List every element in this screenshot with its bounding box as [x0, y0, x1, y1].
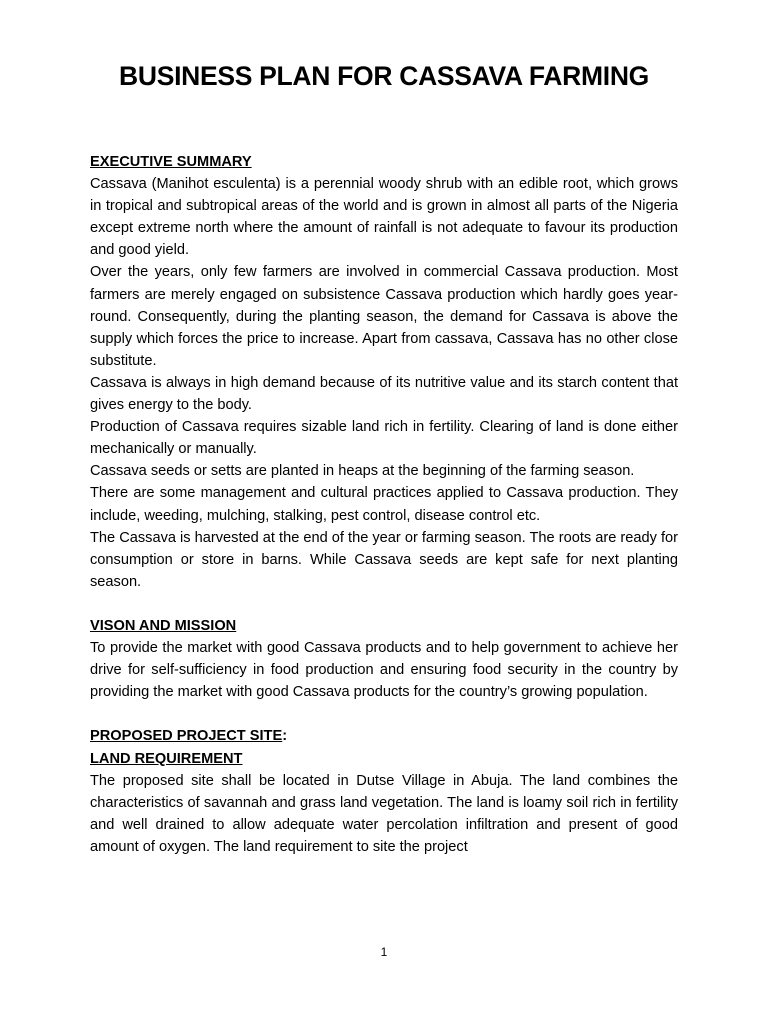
vision-mission-heading: VISON AND MISSION: [90, 617, 237, 634]
document-page: [90, 0, 678, 1024]
executive-summary-paragraph: Cassava is always in high demand because of its nutritive value and its starch content that gives energy to the body.: [90, 374, 678, 414]
section-gap: [90, 593, 678, 615]
executive-summary-paragraph: Cassava seeds or setts are planted in heaps at the beginning of the farming season.: [90, 463, 635, 480]
section-heading-row: [90, 151, 678, 173]
executive-summary-heading: EXECUTIVE SUMMARY: [90, 154, 252, 170]
section-heading-row: [90, 615, 678, 637]
document-body: [90, 151, 678, 858]
vision-mission-paragraph: To provide the market with good Cassava products and to help government to achieve her drive for self-sufficiency in food production and ensuring food security in the country by providing the market with good Cassava products for the country’s growing population.: [90, 640, 678, 701]
document-title: BUSINESS PLAN FOR CASSAVA FARMING: [119, 61, 649, 91]
project-site-paragraph: The proposed site shall be located in Dutse Village in Abuja. The land combines the characteristics of savannah and grass land vegetation. The land is loamy soil rich in fertility and well drained to allow adequate water percolation infiltration and present of good amount of oxygen. The land requirement to site the project: [90, 772, 678, 855]
land-requirement-heading: LAND REQUIREMENT: [90, 750, 243, 767]
section-gap: [90, 703, 678, 725]
executive-summary-paragraph: The Cassava is harvested at the end of the year or farming season. The roots are ready for consumption or store in barns. While Cassava seeds are kept safe for next planting season.: [90, 529, 678, 590]
section-heading-row: [90, 748, 678, 770]
executive-summary-paragraph: Over the years, only few farmers are involved in commercial Cassava production. Most farmers are merely engaged on subsistence Cassava production which hardly goes year-round. Consequently, during the planting season, the demand for Cassava is above the supply which forces the price to increase. Apart from cassava, Cassava has no other close substitute.: [90, 264, 678, 369]
section-heading-row: [90, 725, 678, 747]
executive-summary-paragraph: Production of Cassava requires sizable land rich in fertility. Clearing of land is done either mechanically or manually.: [90, 419, 678, 458]
project-site-heading: PROPOSED PROJECT SITE: [90, 728, 283, 745]
executive-summary-paragraph: Cassava (Manihot esculenta) is a perennial woody shrub with an edible root, which grows in tropical and subtropical areas of the world and is grown in almost all parts of the Nigeria except extreme north where the amount of rainfall is not adequate to favour its production and good yield.: [90, 176, 678, 259]
executive-summary-paragraph: There are some management and cultural practices applied to Cassava production. They include, weeding, mulching, stalking, pest control, disease control etc.: [90, 485, 678, 524]
page-number: 1: [380, 945, 388, 959]
project-site-heading-colon: :: [282, 728, 288, 745]
